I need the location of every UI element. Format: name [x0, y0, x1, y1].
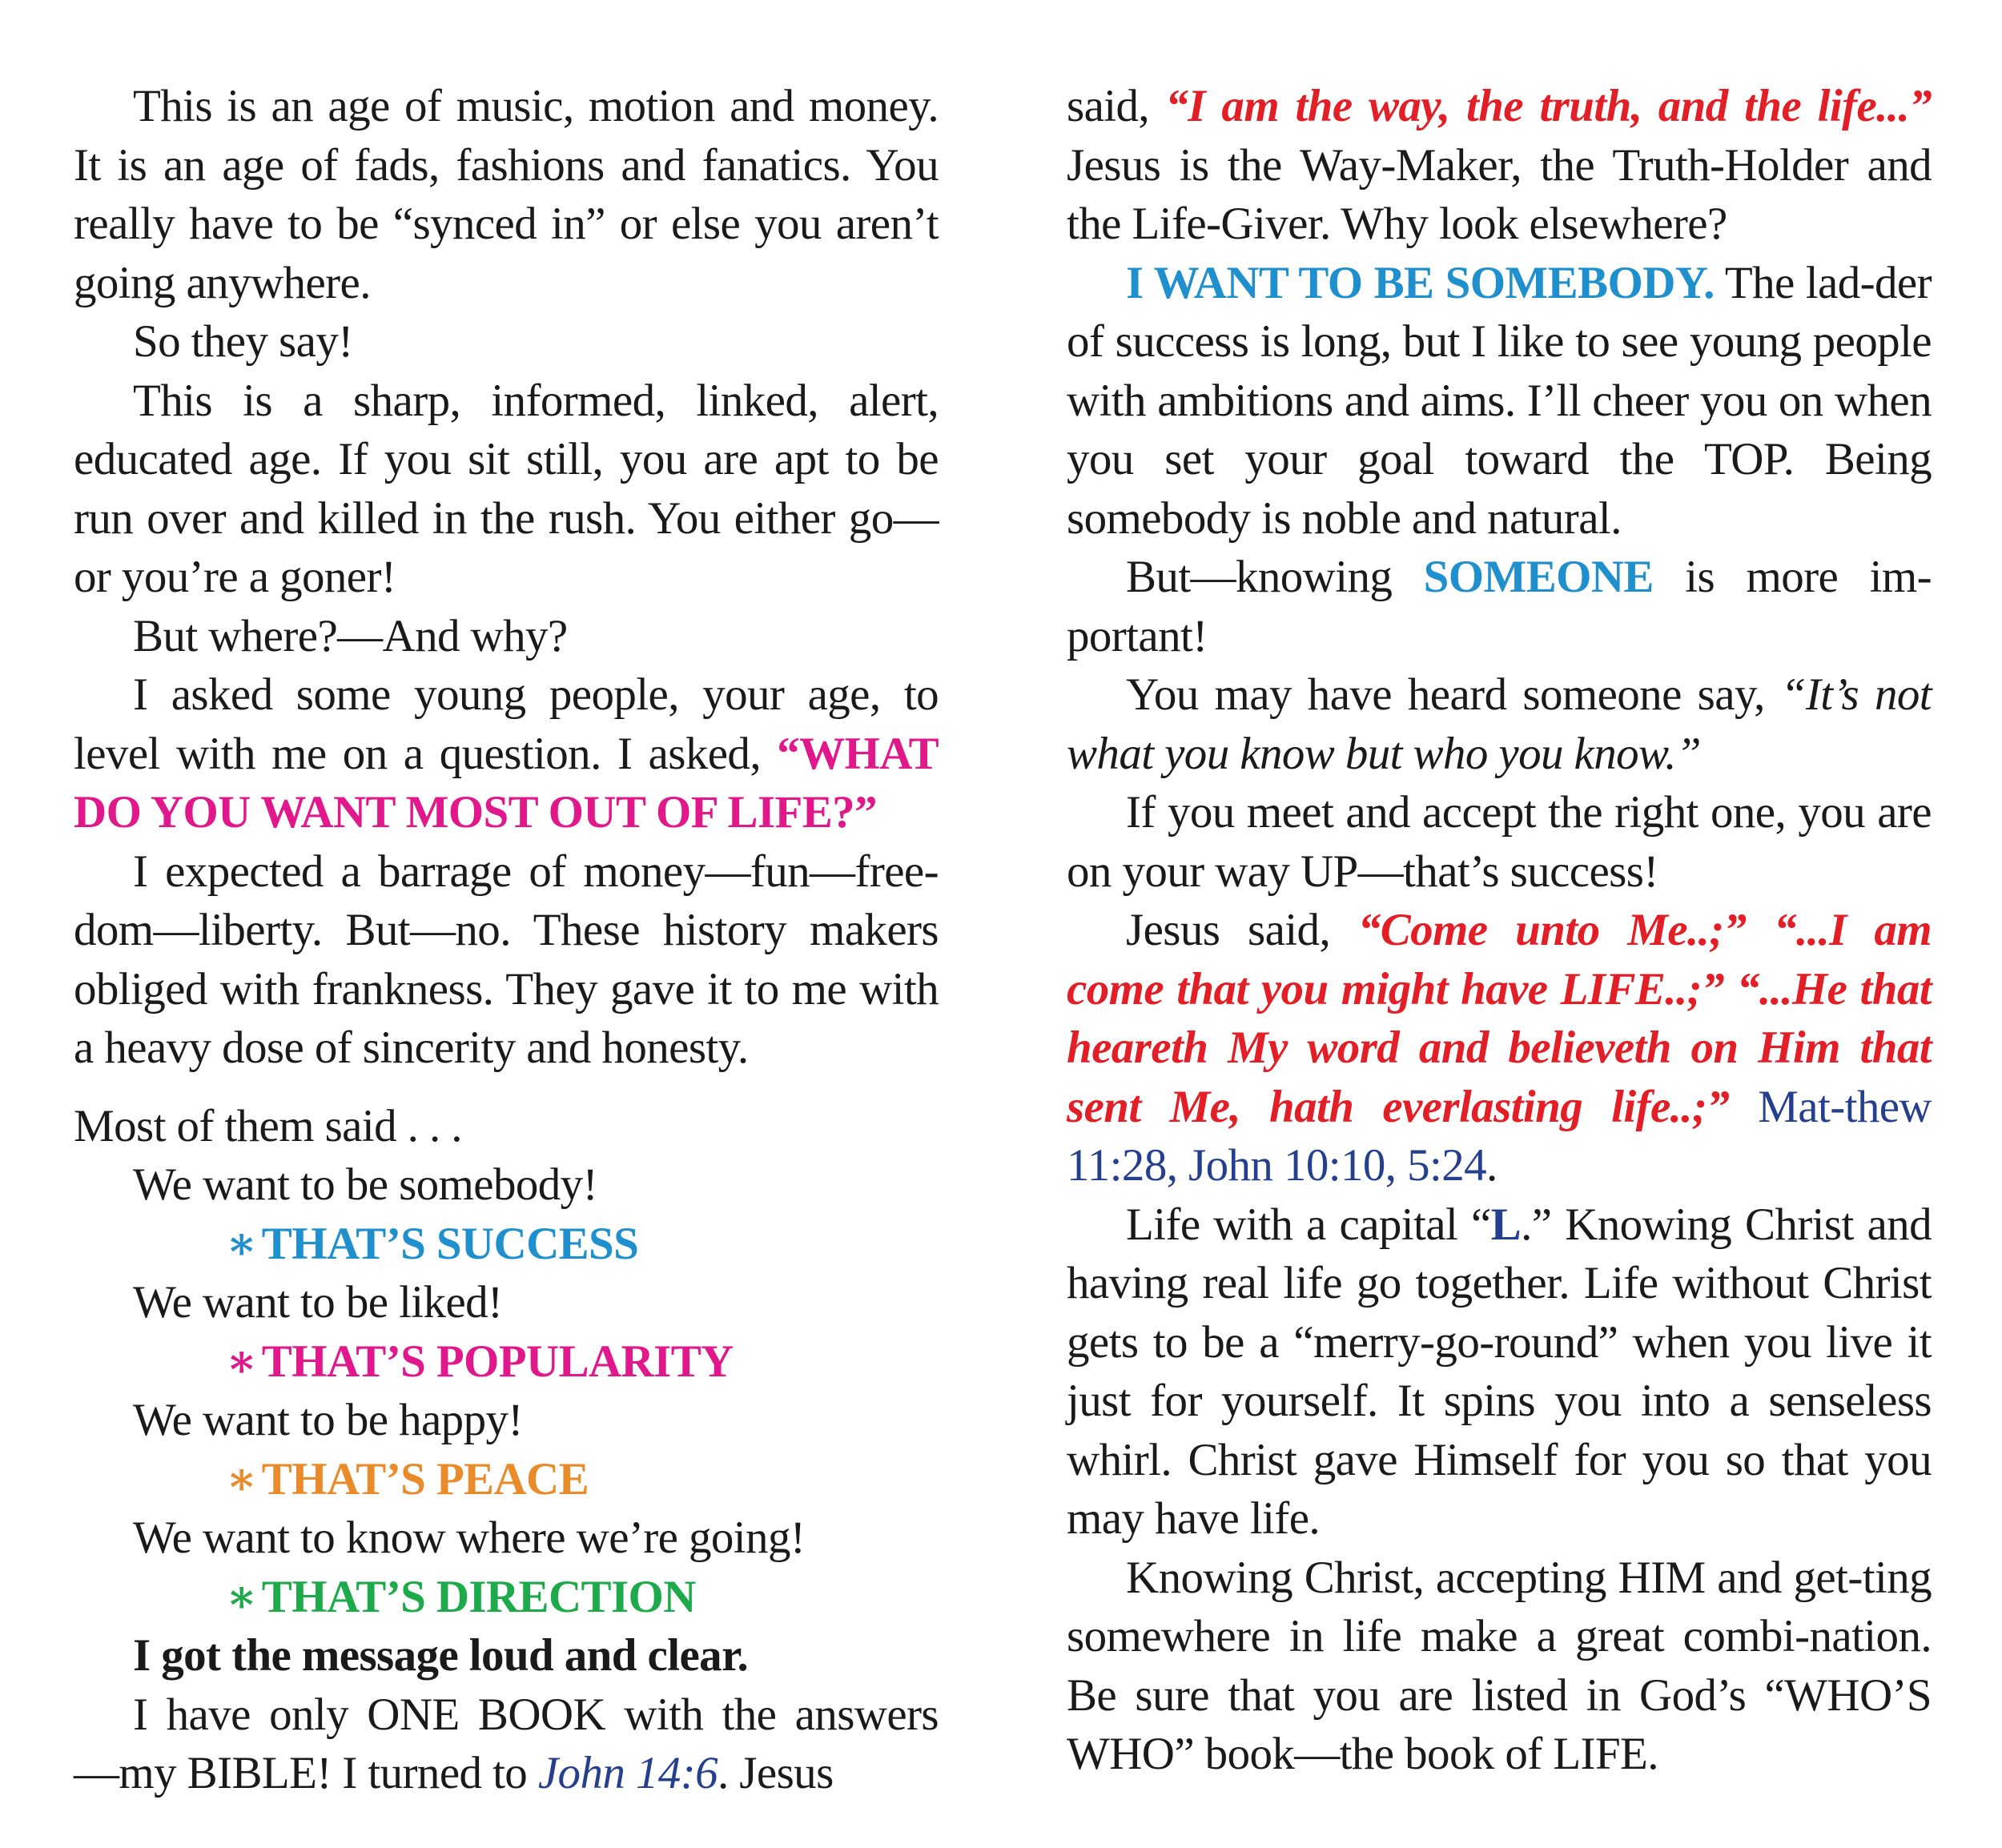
- paragraph: This is a sharp, informed, linked, alert, educated age. If you sit still, you are apt to be run over and killed in the rush. You either go—or you’re a goner!: [74, 375, 939, 602]
- result-text: THAT’S DIRECTION: [261, 1571, 696, 1622]
- paragraph-text: Jesus is the Way-Maker, the Truth-Holder and the Life-Giver. Why look elsewhere?: [1067, 139, 1932, 249]
- want-line: We want to know where we’re going!: [133, 1513, 806, 1563]
- want-line: We want to be liked!: [133, 1277, 503, 1328]
- paragraph: [1067, 901, 1932, 1195]
- scripture-quote: “Come unto Me..;” “...I am come that you might have LIFE..;” “...He that heareth My word and believeth on Him that sent Me, hath everlasting life..;”: [1067, 905, 1932, 1132]
- paragraph-text: You may have heard someone say,: [1126, 669, 1781, 720]
- result-line: [74, 1568, 939, 1627]
- paragraph-text: The lad-der of success is long, but I like to see young people with ambitions and aims. I’ll cheer you on when you set your goal toward the TOP. Being somebody is noble and natural.: [1067, 257, 1932, 544]
- paragraph-text: I asked some young people, your age, to level with me on a question. I asked,: [74, 669, 939, 779]
- paragraph: [1067, 548, 1932, 665]
- paragraph: [74, 665, 939, 842]
- result-text: THAT’S POPULARITY: [261, 1336, 734, 1387]
- paragraph-text: . Jesus: [718, 1748, 834, 1798]
- quote: “It’s not what you know but who you know.”: [1067, 669, 1932, 779]
- paragraph: Knowing Christ, accepting HIM and get-ting somewhere in life make a great combi-nation. Be sure that you are listed in God’s “WHO’S WHO” book—the book of LIFE.: [1067, 1552, 1932, 1779]
- asterisk-icon: ∗: [226, 1453, 257, 1505]
- paragraph: If you meet and accept the right one, you are on your way UP—that’s success!: [1067, 787, 1932, 897]
- result-line: [74, 1450, 939, 1509]
- result-line: [74, 1215, 939, 1274]
- paragraph-text: .: [1486, 1140, 1497, 1191]
- paragraph-text: I have only ONE BOOK with the answers —my BIBLE! I turned to: [74, 1689, 939, 1798]
- result-text: THAT’S PEACE: [261, 1453, 589, 1505]
- paragraph-text: .” Knowing Christ and having real life go together. Life without Christ gets to be a “merry-go-round” when you live it just for yourself. It spins you into a senseless whirl. Christ gave Himself for you so that you may have life.: [1067, 1199, 1932, 1544]
- paragraph: I expected a barrage of money—fun—free-dom—liberty. But—no. These history makers obliged with frankness. They gave it to me with a heavy dose of sincerity and honesty.: [74, 846, 939, 1073]
- section-heading: I WANT TO BE SOMEBODY.: [1126, 257, 1715, 308]
- paragraph: [1067, 1195, 1932, 1549]
- asterisk-icon: ∗: [226, 1218, 257, 1269]
- paragraph-text: Jesus said,: [1126, 905, 1358, 955]
- want-line: We want to be happy!: [133, 1395, 523, 1445]
- left-column: [74, 77, 939, 1803]
- paragraph: [74, 1685, 939, 1803]
- paragraph: [1067, 77, 1932, 254]
- result-line: [74, 1332, 939, 1392]
- scripture-quote: “I am the way, the truth, and the life...”: [1165, 81, 1932, 131]
- paragraph: So they say!: [133, 316, 353, 367]
- paragraph-text: is more im-portant!: [1067, 552, 1932, 661]
- paragraph-text: But—knowing: [1126, 552, 1424, 602]
- paragraph: This is an age of music, motion and money. It is an age of fads, fashions and fanatics. You really have to be “synced in” or else you aren’t going anywhere.: [74, 81, 939, 308]
- paragraph: But where?—And why?: [133, 610, 568, 661]
- message-line: I got the message loud and clear.: [133, 1630, 749, 1681]
- paragraph: [1067, 254, 1932, 548]
- highlight-someone: SOMEONE: [1423, 552, 1654, 602]
- asterisk-icon: ∗: [226, 1571, 257, 1622]
- paragraph-lead: Most of them said . . .: [74, 1100, 462, 1151]
- right-column: [1067, 77, 1932, 1784]
- capital-letter: L: [1490, 1199, 1522, 1250]
- asterisk-icon: ∗: [226, 1336, 257, 1387]
- paragraph-text: said,: [1067, 81, 1166, 131]
- want-line: We want to be somebody!: [133, 1159, 597, 1210]
- scripture-reference: John 14:6: [537, 1748, 718, 1798]
- scripture-reference: Mat-thew 11:28, John 10:10, 5:24: [1067, 1081, 1932, 1191]
- result-text: THAT’S SUCCESS: [261, 1218, 639, 1269]
- paragraph: [1067, 665, 1932, 783]
- paragraph-text: Life with a capital “: [1126, 1199, 1491, 1250]
- highlight-question: “WHAT DO YOU WANT MOST OUT OF LIFE?”: [74, 728, 939, 838]
